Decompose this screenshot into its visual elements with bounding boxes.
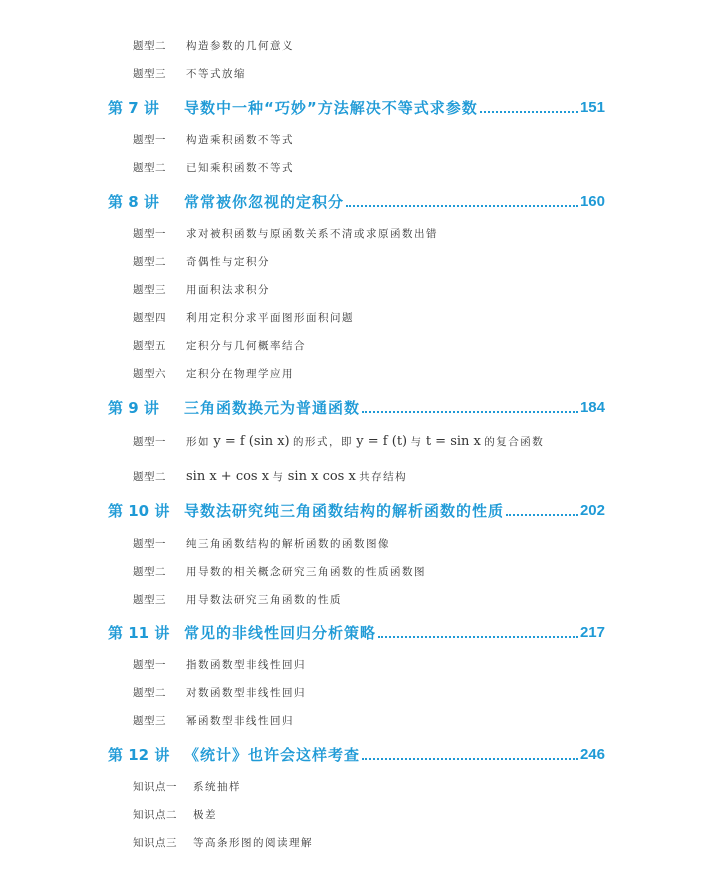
- toc-subitem: [133, 67, 706, 81]
- toc-subitem: [133, 227, 706, 241]
- subitem-text: 纯三角函数结构的解析函数的函数图像: [186, 538, 390, 550]
- subitem-text: 形如: [186, 436, 210, 448]
- toc-subitem: [133, 367, 706, 381]
- subitem-tag: 题型三: [133, 284, 166, 296]
- toc-subitem: [133, 311, 706, 325]
- chapter-9-entry[interactable]: [108, 395, 605, 417]
- toc-subitem: [133, 593, 706, 607]
- toc-subitem: [133, 283, 706, 297]
- page-number: 151: [579, 99, 605, 116]
- chapter-number: 第 12 讲: [108, 746, 170, 764]
- page-number: 160: [579, 193, 605, 210]
- chapter-title: 导数中一种“巧妙”方法解决不等式求参数: [184, 99, 478, 117]
- dot-leader: [378, 636, 578, 638]
- subitem-tag: 题型六: [133, 368, 166, 380]
- subitem-text: 对数函数型非线性回归: [186, 687, 306, 699]
- chapter-title: 常常被你忽视的定积分: [184, 193, 345, 211]
- toc-subitem: [133, 658, 706, 672]
- chapter-8-entry[interactable]: [108, 189, 605, 211]
- subitem-tag: 题型一: [133, 538, 166, 550]
- toc-subitem: [133, 339, 706, 353]
- subitem-tag: 题型一: [133, 436, 166, 448]
- subitem-text: 不等式放缩: [186, 68, 246, 80]
- subitem-text: 构造参数的几何意义: [186, 40, 294, 52]
- toc-subitem: [133, 808, 706, 822]
- subitem-tag: 题型二: [133, 687, 166, 699]
- dot-leader: [506, 514, 578, 516]
- page-number: 202: [579, 502, 605, 519]
- subitem-text: 已知乘积函数不等式: [186, 162, 294, 174]
- subitem-text: 指数函数型非线性回归: [186, 659, 306, 671]
- toc-subitem: [133, 470, 706, 484]
- subitem-text: 利用定积分求平面图形面积问题: [186, 312, 354, 324]
- chapter-number: 第 10 讲: [108, 502, 170, 520]
- subitem-text: 与: [272, 471, 285, 483]
- subitem-text: 定积分在物理学应用: [186, 368, 294, 380]
- toc-subitem: [133, 255, 706, 269]
- subitem-text: 的形式，即: [292, 436, 353, 448]
- math-expression: sin x + cos x: [186, 469, 270, 484]
- math-expression: y = f (t): [356, 434, 408, 449]
- subitem-tag: 题型三: [133, 594, 166, 606]
- subitem-tag: 知识点三: [133, 837, 177, 849]
- chapter-number: 第 8 讲: [108, 193, 159, 211]
- page-number: 217: [579, 624, 605, 641]
- chapter-10-entry[interactable]: [108, 498, 605, 520]
- toc-subitem: [133, 565, 706, 579]
- subitem-tag: 知识点一: [133, 781, 177, 793]
- subitem-text: 的复合函数: [484, 436, 545, 448]
- subitem-tag: 题型二: [133, 566, 166, 578]
- toc-subitem: [133, 39, 706, 53]
- subitem-tag: 知识点二: [133, 809, 177, 821]
- chapter-number: 第 11 讲: [108, 624, 170, 642]
- subitem-tag: 题型一: [133, 228, 166, 240]
- subitem-tag: 题型五: [133, 340, 166, 352]
- subitem-text: 定积分与几何概率结合: [186, 340, 306, 352]
- chapter-title: 《统计》也许会这样考查: [184, 746, 361, 764]
- math-expression: sin x cos x: [287, 469, 356, 484]
- subitem-text: 等高条形图的阅读理解: [193, 837, 313, 849]
- chapter-title: 常见的非线性回归分析策略: [184, 624, 377, 642]
- subitem-text: 共存结构: [359, 471, 408, 483]
- dot-leader: [362, 411, 578, 413]
- subitem-tag: 题型一: [133, 134, 166, 146]
- dot-leader: [480, 111, 578, 113]
- dot-leader: [346, 205, 578, 207]
- subitem-text: 系统抽样: [193, 781, 241, 793]
- subitem-tag: 题型一: [133, 659, 166, 671]
- toc-subitem: [133, 161, 706, 175]
- chapter-12-entry[interactable]: [108, 742, 605, 764]
- subitem-text: 用面积法求积分: [186, 284, 270, 296]
- subitem-tag: 题型三: [133, 715, 166, 727]
- math-expression: y = f (sin x): [213, 434, 290, 449]
- subitem-text: 求对被积函数与原函数关系不清或求原函数出错: [186, 228, 438, 240]
- chapter-title: 三角函数换元为普通函数: [184, 399, 361, 417]
- page-number: 246: [579, 746, 605, 763]
- toc-subitem: [133, 435, 706, 449]
- subitem-tag: 题型三: [133, 68, 166, 80]
- subitem-text: 奇偶性与定积分: [186, 256, 270, 268]
- math-expression: t = sin x: [425, 434, 481, 449]
- chapter-number: 第 9 讲: [108, 399, 159, 417]
- toc-subitem: [133, 537, 706, 551]
- subitem-text: 幂函数型非线性回归: [186, 715, 294, 727]
- subitem-tag: 题型二: [133, 471, 166, 483]
- subitem-text: 与: [410, 436, 423, 448]
- chapter-title: 导数法研究纯三角函数结构的解析函数的性质: [184, 502, 505, 520]
- subitem-text: 用导数的相关概念研究三角函数的性质函数图: [186, 566, 426, 578]
- subitem-tag: 题型二: [133, 40, 166, 52]
- toc-subitem: [133, 836, 706, 850]
- chapter-11-entry[interactable]: [108, 620, 605, 642]
- subitem-text: 极差: [193, 809, 217, 821]
- subitem-tag: 题型四: [133, 312, 166, 324]
- toc-subitem: [133, 686, 706, 700]
- subitem-tag: 题型二: [133, 162, 166, 174]
- toc-subitem: [133, 780, 706, 794]
- dot-leader: [362, 758, 578, 760]
- chapter-7-entry[interactable]: [108, 95, 605, 117]
- page-number: 184: [579, 399, 605, 416]
- chapter-number: 第 7 讲: [108, 99, 159, 117]
- toc-subitem: [133, 714, 706, 728]
- subitem-text: 用导数法研究三角函数的性质: [186, 594, 342, 606]
- toc-subitem: [133, 133, 706, 147]
- subitem-text: 构造乘积函数不等式: [186, 134, 294, 146]
- subitem-tag: 题型二: [133, 256, 166, 268]
